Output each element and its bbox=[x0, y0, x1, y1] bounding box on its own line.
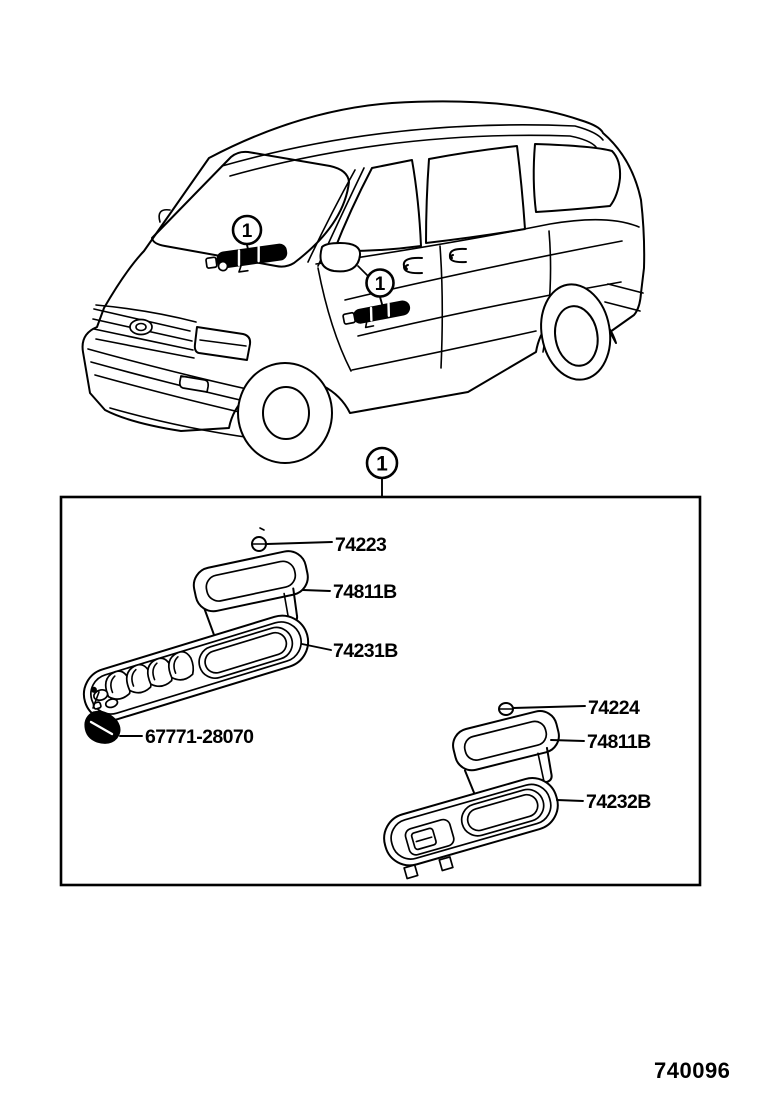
part-label-74231B[interactable]: 74231B bbox=[333, 640, 398, 662]
rear-wheel bbox=[534, 279, 618, 385]
callout-dash-number: 1 bbox=[241, 221, 253, 242]
callout-door-number: 1 bbox=[374, 274, 386, 295]
rear-bumper-line bbox=[608, 284, 643, 293]
part-label-74811B-right[interactable]: 74811B bbox=[587, 731, 651, 753]
rear-quarter-window bbox=[534, 144, 620, 212]
screw-74223 bbox=[252, 528, 266, 551]
mirror-stem bbox=[358, 266, 368, 276]
part-label-67771-28070[interactable]: 67771-28070 bbox=[145, 726, 254, 748]
leader-74811B-right bbox=[551, 740, 584, 741]
part-label-74224[interactable]: 74224 bbox=[588, 697, 640, 719]
sliding-door-window bbox=[426, 146, 525, 243]
part-label-74811B-left[interactable]: 74811B bbox=[333, 581, 397, 603]
rocker-line bbox=[352, 331, 536, 370]
detail-parts bbox=[77, 528, 651, 884]
callout-assembly[interactable] bbox=[367, 448, 397, 496]
rear-bumper-line-2 bbox=[605, 302, 640, 311]
beltline bbox=[316, 220, 639, 264]
figure-code: 740096 bbox=[654, 1058, 731, 1083]
front-door-window bbox=[334, 160, 421, 251]
callout-door-switch[interactable] bbox=[367, 270, 394, 305]
side-mirror bbox=[321, 243, 361, 271]
front-door-handle-icon bbox=[404, 258, 422, 273]
front-wheel bbox=[238, 363, 332, 463]
callout-assembly-number: 1 bbox=[376, 452, 388, 476]
switch-base-panel-front bbox=[77, 609, 314, 727]
front-door-seam bbox=[440, 246, 442, 368]
toyota-emblem bbox=[130, 320, 152, 335]
leader-74232B bbox=[557, 800, 583, 801]
headlight bbox=[195, 327, 250, 360]
part-label-74223[interactable]: 74223 bbox=[335, 534, 387, 556]
screw-74224 bbox=[499, 703, 513, 715]
leader-74811B-left bbox=[303, 590, 330, 591]
leader-74223 bbox=[267, 542, 332, 544]
van-illustration bbox=[83, 101, 645, 463]
sliding-door-handle-icon bbox=[450, 249, 466, 262]
part-label-74232B[interactable]: 74232B bbox=[586, 791, 651, 813]
leader-74224 bbox=[513, 706, 585, 708]
